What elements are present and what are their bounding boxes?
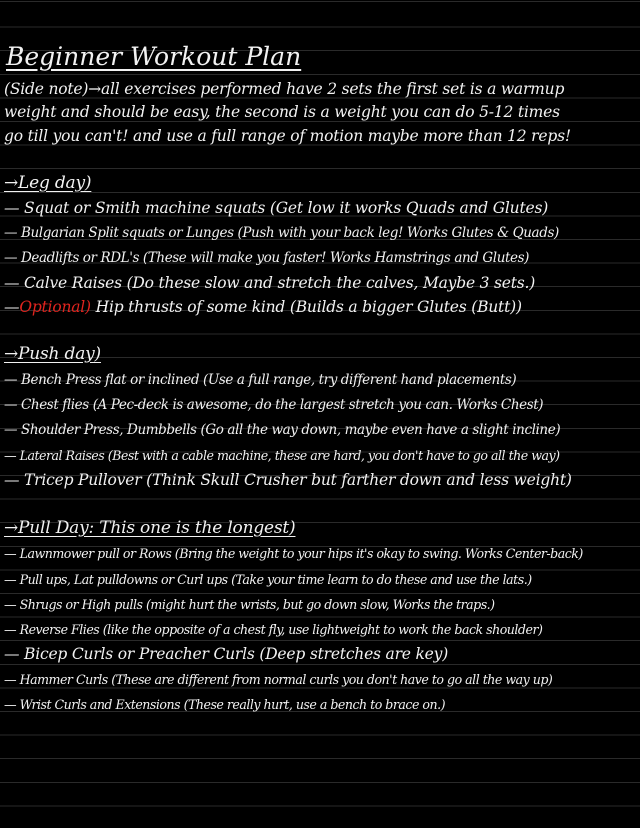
push-day-item-bench: — Bench Press flat or inclined (Use a full range, try different hand placements) — [4, 372, 517, 388]
pull-day-item-shrugs: — Shrugs or High pulls (might hurt the wrists, but go down slow, Works the traps.) — [4, 597, 495, 612]
push-day-item-chest-flies: — Chest flies (A Pec-deck is awesome, do the largest stretch you can. Works Chest) — [4, 397, 544, 413]
intro-line-1: (Side note)→all exercises performed have 2 sets the first set is a warmup — [4, 80, 565, 98]
leg-day-heading: →Leg day) — [4, 173, 92, 193]
intro-line-2: weight and should be easy, the second is a weight you can do 5-12 times — [4, 103, 560, 121]
pull-day-item-hammer: — Hammer Curls (These are different from normal curls you don't have to go all the way up) — [4, 672, 553, 687]
pull-day-item-rows: — Lawnmower pull or Rows (Bring the weight to your hips it's okay to swing. Works Center-back) — [4, 546, 583, 561]
leg-day-item-hip-thrust: —Optional) Hip thrusts of some kind (Builds a bigger Glutes (Butt)) — [4, 298, 522, 316]
pull-day-item-bicep: — Bicep Curls or Preacher Curls (Deep stretches are key) — [4, 645, 449, 663]
intro-line-3: go till you can't! and use a full range of motion maybe more than 12 reps! — [4, 127, 571, 145]
pull-day-item-pullups: — Pull ups, Lat pulldowns or Curl ups (Take your time learn to do these and use the lats.) — [4, 572, 532, 587]
pull-day-item-wrist: — Wrist Curls and Extensions (These really hurt, use a bench to brace on.) — [4, 697, 446, 712]
pull-day-item-reverse-flies: — Reverse Flies (like the opposite of a chest fly, use lightweight to work the back shoulder) — [4, 622, 543, 637]
leg-day-item-squat: — Squat or Smith machine squats (Get low it works Quads and Glutes) — [4, 199, 549, 217]
leg-day-item-bulgarian: — Bulgarian Split squats or Lunges (Push with your back leg! Works Glutes & Quads) — [4, 225, 559, 241]
push-day-item-tricep: — Tricep Pullover (Think Skull Crusher but farther down and less weight) — [4, 471, 572, 489]
leg-day-item-calves: — Calve Raises (Do these slow and stretch the calves, Maybe 3 sets.) — [4, 274, 536, 292]
leg-day-item-deadlift: — Deadlifts or RDL's (These will make you faster! Works Hamstrings and Glutes) — [4, 250, 530, 266]
page-title: Beginner Workout Plan — [6, 42, 302, 71]
push-day-heading: →Push day) — [4, 344, 101, 364]
push-day-item-shoulder-press: — Shoulder Press, Dumbbells (Go all the way down, maybe even have a slight incline) — [4, 422, 561, 438]
push-day-item-lateral-raises: — Lateral Raises (Best with a cable machine, these are hard, you don't have to go all the way) — [4, 448, 560, 463]
pull-day-heading: →Pull Day: This one is the longest) — [4, 518, 296, 538]
optional-label: Optional) — [19, 298, 91, 316]
